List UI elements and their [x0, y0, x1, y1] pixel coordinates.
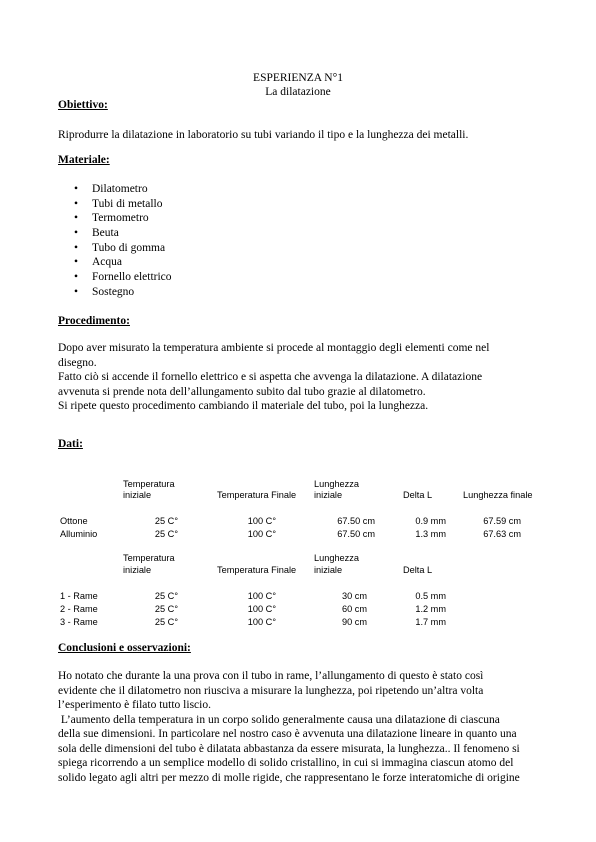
- table-cell: 100 C°: [247, 617, 276, 627]
- col-header-temp-initial: Temperatura: [123, 479, 175, 489]
- paragraph-line: Dopo aver misurato la temperatura ambiente si procede al montaggio degli elementi come nel: [58, 342, 490, 354]
- list-item: • Tubo di gomma: [58, 241, 172, 256]
- col-header-length-initial: iniziale: [314, 565, 343, 575]
- table-cell: 100 C°: [247, 529, 276, 539]
- table-cell: 67.63 cm: [483, 529, 521, 539]
- paragraph-line: L’aumento della temperatura in un corpo solido generalmente causa una dilatazione di ciascuna: [58, 713, 500, 726]
- list-item: • Acqua: [58, 255, 172, 270]
- col-header-delta: Delta L: [403, 565, 433, 575]
- paragraph-line: evidente che il dilatometro non riusciva a misurare la lunghezza, poi ripetendo un’altra volta: [58, 684, 484, 697]
- table-cell: 0.9 mm: [415, 516, 446, 526]
- table-cell: 0.5 mm: [415, 591, 446, 601]
- procedure-text: [58, 341, 542, 414]
- table-cell: 1 - Rame: [60, 591, 98, 601]
- data-heading: Dati:: [58, 438, 83, 450]
- table-cell: 100 C°: [247, 604, 276, 614]
- objective-heading: Obiettivo:: [58, 99, 108, 111]
- paragraph-line: disegno.: [58, 356, 97, 369]
- document-title: ESPERIENZA N°1: [253, 72, 343, 84]
- list-item: • Sostegno: [58, 285, 172, 300]
- paragraph-line: sola delle dimensioni del tubo è dilatata abbastanza da essere misurata, la lunghezza.. Il fenomeno si: [58, 742, 520, 755]
- col-header-temp-initial: iniziale: [123, 490, 152, 500]
- objective-text: Riprodurre la dilatazione in laboratorio su tubi variando il tipo e la lunghezza dei metalli.: [58, 129, 469, 141]
- table-cell: Ottone: [60, 516, 88, 526]
- table-cell: 1.3 mm: [415, 529, 446, 539]
- document-subtitle: La dilatazione: [265, 86, 331, 98]
- paragraph-line: della sue dimensioni. In particolare nel nostro caso è avvenuta una dilatazione lineare in quanto una: [58, 728, 517, 740]
- table-cell: 1.2 mm: [415, 604, 446, 614]
- col-header-temp-final: Temperatura Finale: [217, 490, 297, 500]
- col-header-temp-initial: Temperatura: [123, 553, 175, 563]
- paragraph-line: Ho notato che durante la una prova con il tubo in rame, l’allungamento di questo è stato così: [58, 670, 484, 682]
- table-cell: Alluminio: [60, 529, 98, 539]
- table-cell: 90 cm: [341, 617, 367, 627]
- col-header-length-final: Lunghezza finale: [463, 490, 533, 500]
- table-cell: 100 C°: [247, 591, 276, 601]
- paragraph-line: spiega ricorrendo a un semplice modello di solido cristallino, in cui si immagina ciascun atomo del: [58, 757, 514, 769]
- list-item: • Fornello elettrico: [58, 270, 172, 285]
- table-cell: 2 - Rame: [60, 604, 98, 614]
- table-cell: 60 cm: [341, 604, 367, 614]
- table-cell: 25 C°: [154, 529, 178, 539]
- paragraph-line: Si ripete questo procedimento cambiando il materiale del tubo, poi la lunghezza.: [58, 400, 429, 412]
- paragraph-line: solido legato agli altri per mezzo di molle rigide, che rappresentano le forze interatomiche di origine: [58, 771, 520, 784]
- list-item: • Tubi di metallo: [58, 197, 172, 212]
- conclusions-text: [58, 669, 548, 785]
- paragraph-line: Fatto ciò si accende il fornello elettrico e si aspetta che avvenga la dilatazione. A dilatazione: [58, 371, 483, 383]
- table-cell: 100 C°: [247, 516, 276, 526]
- table-cell: 1.7 mm: [415, 617, 446, 627]
- table-cell: 25 C°: [154, 516, 178, 526]
- list-item: • Termometro: [58, 211, 172, 226]
- table-cell: 67.59 cm: [483, 516, 521, 526]
- col-header-length-initial: Lunghezza: [314, 553, 359, 563]
- table-cell: 67.50 cm: [337, 529, 375, 539]
- col-header-length-initial: Lunghezza: [314, 479, 359, 489]
- table-cell: 25 C°: [154, 617, 178, 627]
- col-header-length-initial: iniziale: [314, 490, 343, 500]
- table-cell: 25 C°: [154, 591, 178, 601]
- conclusions-heading: Conclusioni e osservazioni:: [58, 642, 191, 654]
- paragraph-line: avvenuta si prende nota dell’allungamento subito dal tubo grazie al dilatometro.: [58, 385, 426, 398]
- materials-list: [58, 182, 172, 300]
- list-item: • Dilatometro: [58, 182, 172, 197]
- table-cell: 67.50 cm: [337, 516, 375, 526]
- list-item: • Beuta: [58, 226, 172, 241]
- table-cell: 30 cm: [341, 591, 367, 601]
- paragraph-line: l’esperimento è filato tutto liscio.: [58, 699, 211, 711]
- col-header-temp-final: Temperatura Finale: [217, 565, 297, 575]
- procedure-heading: Procedimento:: [58, 315, 130, 327]
- col-header-temp-initial: iniziale: [123, 565, 152, 575]
- materials-heading: Materiale:: [58, 154, 110, 166]
- col-header-delta: Delta L: [403, 490, 433, 500]
- table-cell: 25 C°: [154, 604, 178, 614]
- table-cell: 3 - Rame: [60, 617, 98, 627]
